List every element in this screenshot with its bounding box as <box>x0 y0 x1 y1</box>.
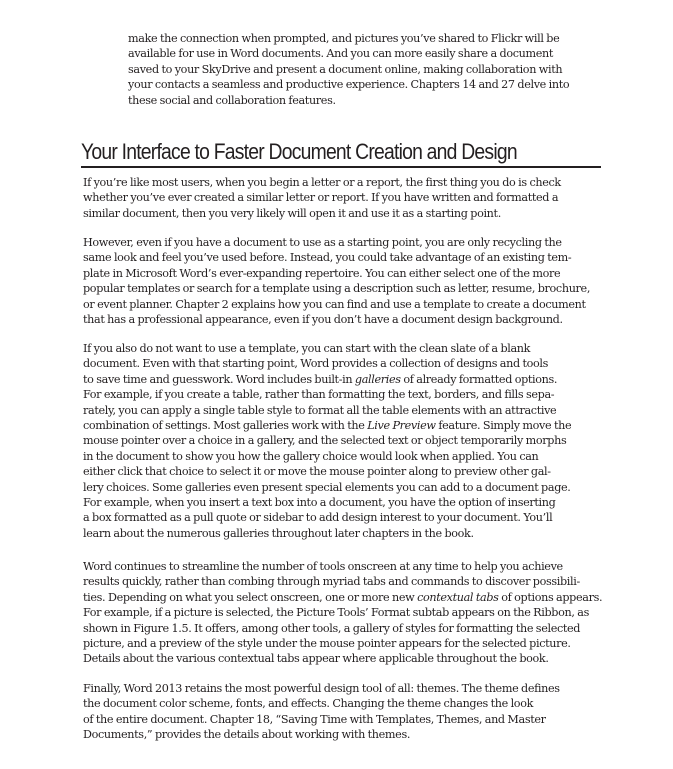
paragraph-1 <box>83 175 561 221</box>
text-line: Finally, Word 2013 retains the most powerful design tool of all: themes. The theme defines <box>83 682 560 695</box>
text-line: results quickly, rather than combing through myriad tabs and commands to discover possibili- <box>83 575 580 589</box>
text-line: available for use in Word documents. And you can more easily share a document <box>128 47 554 61</box>
text-line: whether you’ve ever created a similar letter or report. If you have written and formatted a <box>83 191 559 205</box>
text-line: Details about the various contextual tabs appear where applicable throughout the book. <box>83 652 549 666</box>
text-line: popular templates or search for a template using a description such as letter, resume, brochure, <box>83 282 591 296</box>
italic-term: Live Preview <box>367 418 436 432</box>
text-line: of the entire document. Chapter 18, “Saving Time with Templates, Themes, and Master <box>83 712 546 726</box>
text-line: For example, if you create a table, rather than formatting the text, borders, and fills sepa- <box>83 388 555 402</box>
text-segment: of already formatted options. <box>400 372 558 386</box>
italic-term: galleries <box>354 372 401 386</box>
text-line: make the connection when prompted, and pictures you’ve shared to Flickr will be <box>128 32 560 45</box>
text-line: plate in Microsoft Word’s ever-expanding repertoire. You can either select one of the more <box>83 266 561 280</box>
text-line: picture, and a preview of the style under the mouse pointer appears for the selected picture. <box>83 636 571 650</box>
text-line: the document color scheme, fonts, and effects. Changing the theme changes the look <box>83 697 534 711</box>
text-segment: feature. Simply move the <box>435 418 572 432</box>
text-line <box>83 418 571 433</box>
text-line: learn about the numerous galleries throughout later chapters in the book. <box>83 526 474 540</box>
intro-paragraph <box>128 31 569 108</box>
text-line: similar document, then you very likely will open it and use it as a starting point. <box>83 206 501 220</box>
section-heading: Your Interface to Faster Document Creation and Design <box>81 139 517 164</box>
text-line <box>83 372 571 387</box>
text-line: shown in Figure 1.5. It offers, among other tools, a gallery of styles for formatting the selected <box>83 621 581 635</box>
text-line: Documents,” provides the details about working with themes. <box>83 728 411 742</box>
text-line: in the document to show you how the gallery choice would look when applied. You can <box>83 449 539 463</box>
text-segment: ties. Depending on what you select onscreen, one or more new <box>83 590 418 604</box>
paragraph-2 <box>83 235 590 327</box>
text-line <box>83 590 602 605</box>
text-line: your contacts a seamless and productive experience. Chapters 14 and 27 delve into <box>128 78 570 92</box>
text-line: same look and feel you’ve used before. Instead, you could take advantage of an existing tem- <box>83 251 572 265</box>
text-segment: combination of settings. Most galleries work with the <box>83 418 368 432</box>
text-line: For example, when you insert a text box into a document, you have the option of inserting <box>83 495 556 509</box>
paragraph-3 <box>83 341 571 541</box>
text-line: lery choices. Some galleries even present special elements you can add to a document page. <box>83 480 571 494</box>
text-line: saved to your SkyDrive and present a document online, making collaboration with <box>128 62 563 76</box>
text-line: However, even if you have a document to use as a starting point, you are only recycling the <box>83 236 562 249</box>
text-segment: of options appears. <box>498 590 603 604</box>
text-line: mouse pointer over a choice in a gallery, and the selected text or object temporarily morphs <box>83 434 567 448</box>
text-line: rately, you can apply a single table style to format all the table elements with an attractive <box>83 403 557 417</box>
heading-underline-rule <box>81 166 601 168</box>
paragraph-4 <box>83 559 602 667</box>
italic-term: contextual tabs <box>417 590 499 604</box>
text-line: these social and collaboration features. <box>128 93 336 107</box>
text-line: If you also do not want to use a template, you can start with the clean slate of a blank <box>83 342 531 355</box>
text-line: For example, if a picture is selected, the Picture Tools’ Format subtab appears on the Ribbon, as <box>83 606 589 620</box>
paragraph-5 <box>83 681 560 743</box>
text-line: or event planner. Chapter 2 explains how you can find and use a template to create a document <box>83 297 586 311</box>
text-line: a box formatted as a pull quote or sidebar to add design interest to your document. You’ll <box>83 511 553 525</box>
text-line: Word continues to streamline the number of tools onscreen at any time to help you achieve <box>83 560 563 573</box>
text-segment: to save time and guesswork. Word includes built-in <box>83 372 355 386</box>
text-line: that has a professional appearance, even if you don’t have a document design background. <box>83 312 563 326</box>
text-line: either click that choice to select it or move the mouse pointer along to preview other gal- <box>83 465 551 479</box>
text-line: document. Even with that starting point, Word provides a collection of designs and tools <box>83 357 549 371</box>
text-line: If you’re like most users, when you begin a letter or a report, the first thing you do is check <box>83 176 561 189</box>
